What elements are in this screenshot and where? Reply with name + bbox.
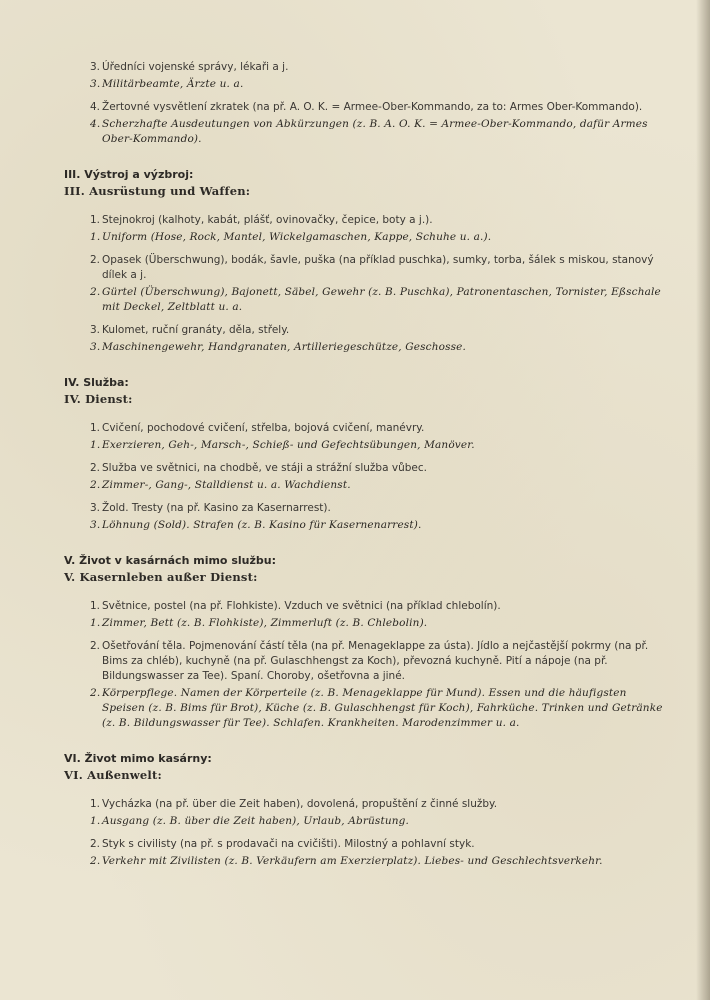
section xyxy=(64,60,670,147)
item-number: 1. xyxy=(90,798,101,810)
section-heading-german: V. Kasernleben außer Dienst: xyxy=(64,570,258,584)
item-text: Zimmer, Bett (z. B. Flohkiste), Zimmerluft (z. B. Chlebolin). xyxy=(102,617,428,629)
section xyxy=(64,751,670,869)
item-text: Žertovné vysvětlení zkratek (na př. A. O. K. = Armee-Ober-Kommando, za to: Armes Ober-Kommando). xyxy=(102,101,643,113)
item-text: Úředníci vojenské správy, lékaři a j. xyxy=(102,61,289,73)
section-heading-german: III. Ausrüstung und Waffen: xyxy=(64,184,251,198)
item-german xyxy=(90,340,670,355)
section-heading-czech: VI. Život mimo kasárny: xyxy=(64,752,212,765)
item-list xyxy=(90,797,670,869)
item-text: Ošetřování těla. Pojmenování částí těla (na př. Menageklappe za ústa). Jídlo a nejčastější pokrmy (na př. Bims za chléb), kuchyně (na př. Gulaschhengst za Koch), převozná kuchyně. Pití a nápoje (na př. Bildungswasser za Tee). Spaní. Choroby, ošetřovna a jiné. xyxy=(102,640,649,682)
item-text: Maschinengewehr, Handgranaten, Artilleriegeschütze, Geschosse. xyxy=(102,341,467,353)
item-czech xyxy=(90,100,670,115)
item-czech xyxy=(90,461,670,476)
item-text: Stejnokroj (kalhoty, kabát, plášť, ovinovačky, čepice, boty a j.). xyxy=(102,214,433,226)
item-number: 3. xyxy=(90,502,101,514)
item-number: 3. xyxy=(90,341,101,353)
item-text: Světnice, postel (na př. Flohkiste). Vzduch ve světnici (na příklad chlebolín). xyxy=(102,600,501,612)
item-number: 4. xyxy=(90,101,101,113)
item-text: Militärbeamte, Ärzte u. a. xyxy=(102,78,244,90)
item-text: Körperpflege. Namen der Körperteile (z. B. Menageklappe für Mund). Essen und die häufigsten Speisen (z. B. Bims für Brot), Küche (z. B. Gulaschhengst für Koch), Fahrküche. Trinken und Getränke (z. B. Bildungswasser für Tee). Schlafen. Krankheiten. Marodenzimmer u. a. xyxy=(102,687,663,729)
item-german xyxy=(90,518,670,533)
item-czech xyxy=(90,501,670,516)
item-text: Gürtel (Überschwung), Bajonett, Säbel, Gewehr (z. B. Puschka), Patronentaschen, Tornister, Eßschale mit Deckel, Zeltblatt u. a. xyxy=(102,286,661,313)
item-czech xyxy=(90,639,670,684)
item-text: Exerzieren, Geh-, Marsch-, Schieß- und Gefechtsübungen, Manöver. xyxy=(102,439,475,451)
item-list xyxy=(90,421,670,533)
item-number: 1. xyxy=(90,617,101,629)
item-czech xyxy=(90,797,670,812)
item-list xyxy=(90,213,670,355)
item-czech xyxy=(90,253,670,283)
item-number: 1. xyxy=(90,231,101,243)
item-number: 2. xyxy=(90,838,101,850)
item-text: Löhnung (Sold). Strafen (z. B. Kasino für Kasernenarrest). xyxy=(102,519,422,531)
item-number: 2. xyxy=(90,687,101,699)
item-text: Opasek (Überschwung), bodák, šavle, puška (na příklad puschka), sumky, torba, šálek s miskou, stanový dílek a j. xyxy=(102,254,654,281)
section-heading-german: VI. Außenwelt: xyxy=(64,768,162,782)
item-german xyxy=(90,854,670,869)
item-german xyxy=(90,230,670,245)
item-czech xyxy=(90,213,670,228)
item-text: Vycházka (na př. über die Zeit haben), dovolená, propuštění z činné služby. xyxy=(102,798,498,810)
section xyxy=(64,375,670,533)
item-czech xyxy=(90,599,670,614)
item-number: 2. xyxy=(90,462,101,474)
item-number: 2. xyxy=(90,479,101,491)
item-number: 3. xyxy=(90,78,101,90)
item-text: Ausgang (z. B. über die Zeit haben), Urlaub, Abrüstung. xyxy=(102,815,410,827)
item-text: Služba ve světnici, na chodbě, ve stáji a strážní služba vůbec. xyxy=(102,462,427,474)
section xyxy=(64,167,670,355)
section-heading-czech: III. Výstroj a výzbroj: xyxy=(64,168,194,181)
item-text: Uniform (Hose, Rock, Mantel, Wickelgamaschen, Kappe, Schuhe u. a.). xyxy=(102,231,492,243)
item-text: Kulomet, ruční granáty, děla, střely. xyxy=(102,324,290,336)
item-czech xyxy=(90,837,670,852)
item-german xyxy=(90,686,670,731)
item-german xyxy=(90,814,670,829)
section-heading-german: IV. Dienst: xyxy=(64,392,133,406)
item-list xyxy=(90,599,670,731)
item-number: 1. xyxy=(90,214,101,226)
item-number: 2. xyxy=(90,855,101,867)
item-text: Žold. Tresty (na př. Kasino za Kasernarrest). xyxy=(102,502,331,514)
item-german xyxy=(90,77,670,92)
item-text: Scherzhafte Ausdeutungen von Abkürzungen (z. B. A. O. K. = Armee-Ober-Kommando, dafür Armes Ober-Kommando). xyxy=(102,118,648,145)
section xyxy=(64,553,670,731)
item-number: 1. xyxy=(90,422,101,434)
item-number: 1. xyxy=(90,600,101,612)
item-german xyxy=(90,285,670,315)
item-german xyxy=(90,616,670,631)
item-number: 3. xyxy=(90,519,101,531)
item-number: 2. xyxy=(90,286,101,298)
item-number: 4. xyxy=(90,118,101,130)
item-text: Verkehr mit Zivilisten (z. B. Verkäufern am Exerzierplatz). Liebes- und Geschlechtsverkehr. xyxy=(102,855,603,867)
item-czech xyxy=(90,421,670,436)
item-number: 2. xyxy=(90,640,101,652)
item-german xyxy=(90,117,670,147)
item-german xyxy=(90,478,670,493)
item-list xyxy=(90,60,670,147)
section-heading-czech: IV. Služba: xyxy=(64,376,129,389)
item-number: 3. xyxy=(90,324,101,336)
item-number: 1. xyxy=(90,815,101,827)
item-text: Zimmer-, Gang-, Stalldienst u. a. Wachdienst. xyxy=(102,479,351,491)
item-text: Cvičení, pochodové cvičení, střelba, bojová cvičení, manévry. xyxy=(102,422,425,434)
section-heading-czech: V. Život v kasárnách mimo službu: xyxy=(64,554,276,567)
item-text: Styk s civilisty (na př. s prodavači na cvičišti). Milostný a pohlavní styk. xyxy=(102,838,475,850)
item-number: 1. xyxy=(90,439,101,451)
item-german xyxy=(90,438,670,453)
item-number: 2. xyxy=(90,254,101,266)
item-czech xyxy=(90,323,670,338)
item-number: 3. xyxy=(90,61,101,73)
item-czech xyxy=(90,60,670,75)
